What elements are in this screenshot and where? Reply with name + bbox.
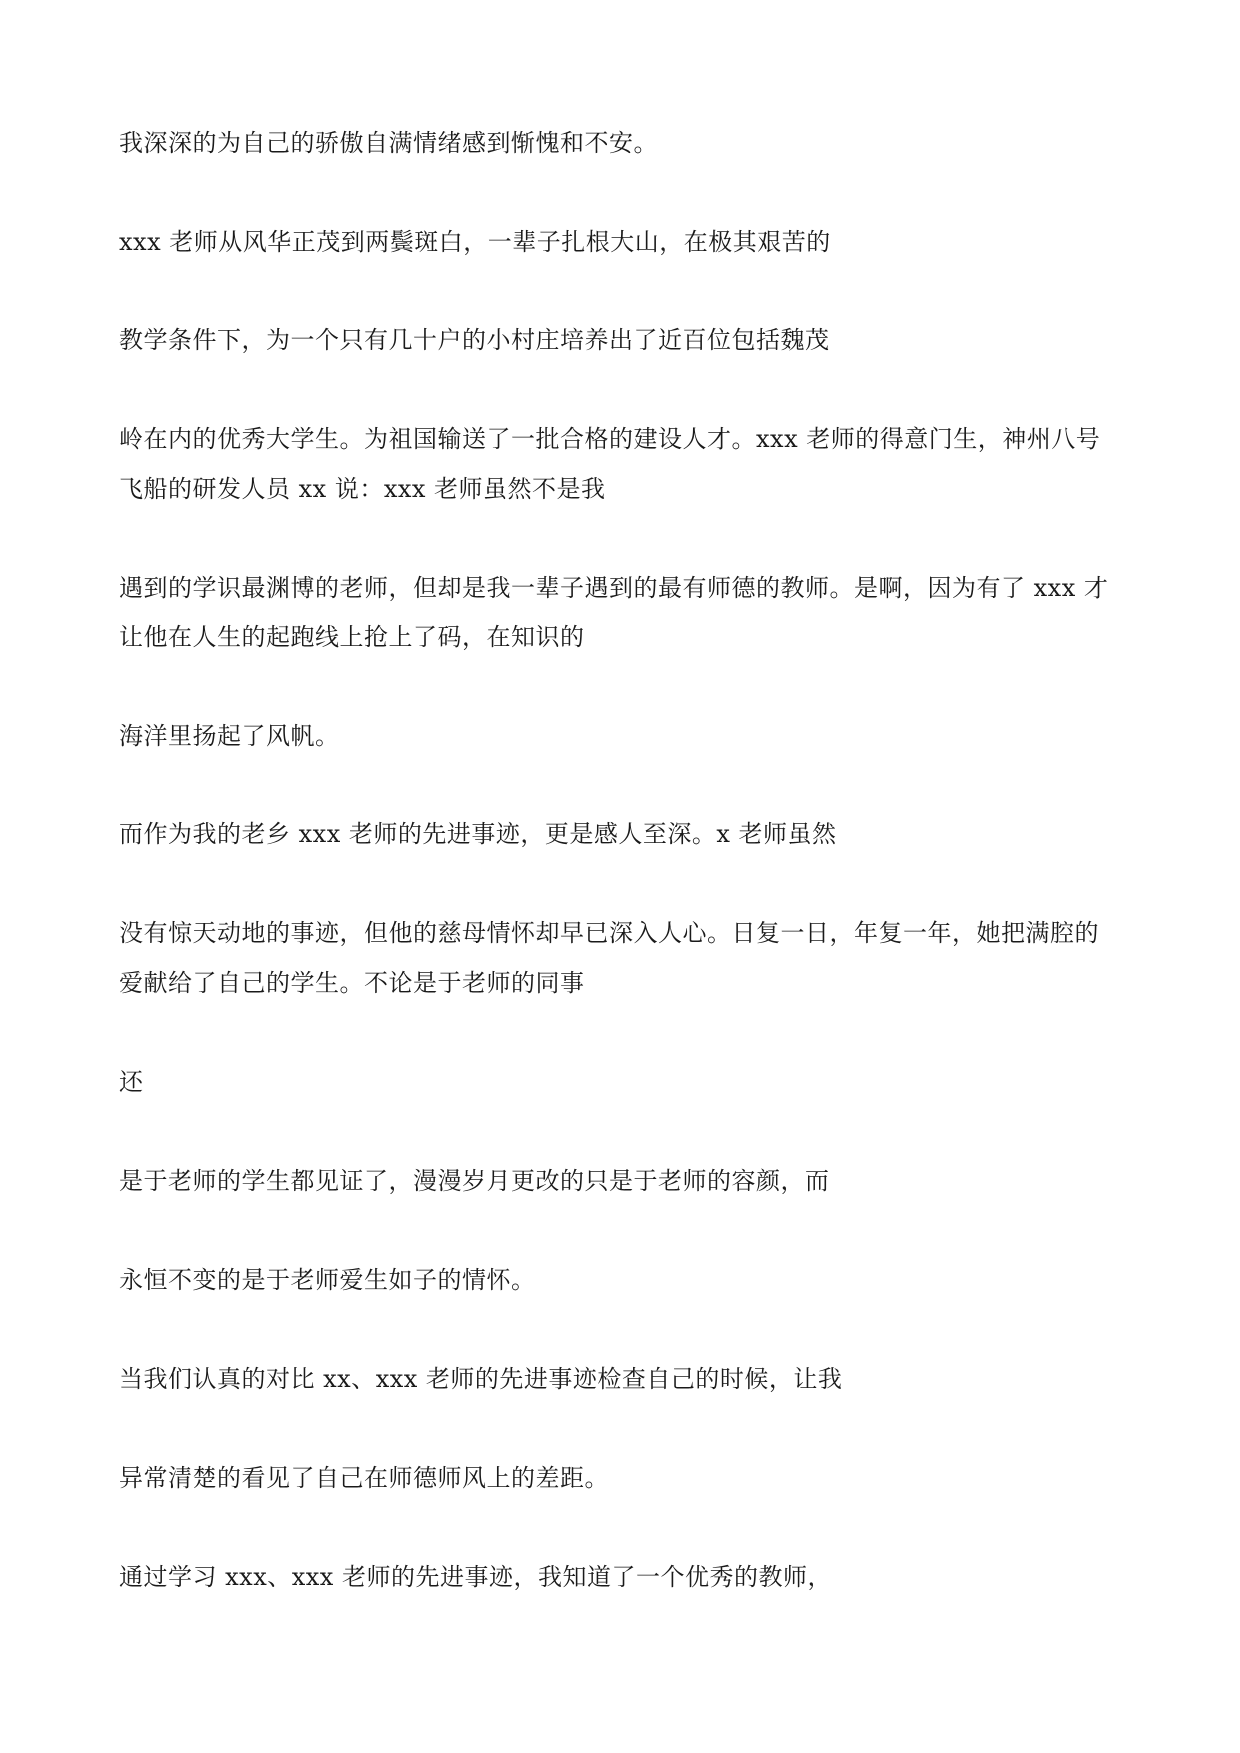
text-line: 遇到的学识最渊博的老师，但却是我一辈子遇到的最有师德的教师。是啊，因为有了 xxx 才 xyxy=(119,574,1109,602)
text-line: 当我们认真的对比 xx、xxx 老师的先进事迹检查自己的时候，让我 xyxy=(119,1365,843,1393)
text-line: 爱献给了自己的学生。不论是于老师的同事 xyxy=(119,969,585,997)
text-line: 飞船的研发人员 xx 说：xxx 老师虽然不是我 xyxy=(119,475,606,503)
text-line: 教学条件下，为一个只有几十户的小村庄培养出了近百位包括魏茂 xyxy=(119,326,830,354)
text-line: 而作为我的老乡 xxx 老师的先进事迹，更是感人至深。x 老师虽然 xyxy=(119,820,837,848)
text-line: 海洋里扬起了风帆。 xyxy=(119,722,340,750)
text-line: 是于老师的学生都见证了，漫漫岁月更改的只是于老师的容颜，而 xyxy=(119,1167,830,1195)
text-line: 没有惊天动地的事迹，但他的慈母情怀却早已深入人心。日复一日，年复一年，她把满腔的 xyxy=(119,919,1099,947)
text-line: 通过学习 xxx、xxx 老师的先进事迹，我知道了一个优秀的教师， xyxy=(119,1563,832,1591)
text-line: 岭在内的优秀大学生。为祖国输送了一批合格的建设人才。xxx 老师的得意门生，神州八号 xyxy=(119,425,1101,453)
text-line: 让他在人生的起跑线上抢上了码，在知识的 xyxy=(119,623,585,651)
text-line: xxx 老师从风华正茂到两鬓斑白，一辈子扎根大山，在极其艰苦的 xyxy=(119,228,831,256)
text-line: 异常清楚的看见了自己在师德师风上的差距。 xyxy=(119,1464,609,1492)
text-line: 还 xyxy=(119,1068,144,1096)
text-line: 我深深的为自己的骄傲自满情绪感到惭愧和不安。 xyxy=(119,129,658,157)
text-line: 永恒不变的是于老师爱生如子的情怀。 xyxy=(119,1266,536,1294)
